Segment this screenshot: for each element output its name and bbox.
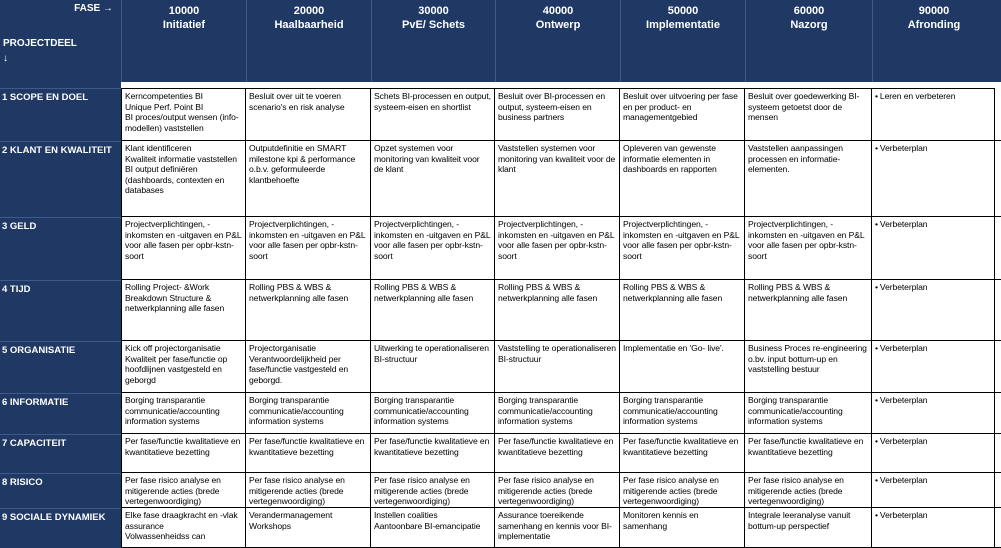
- phase-name: Nazorg: [790, 19, 828, 31]
- table-cell: Rolling Project- &Work Breakdown Structure & netwerkplanning alle fasen: [121, 280, 246, 341]
- phase-code: 90000: [918, 5, 950, 17]
- table-cell: Assurance toereikende samenhang en kennis voor BI-implementatie: [495, 508, 620, 548]
- phase-name: PvE/ Schets: [402, 19, 465, 31]
- phase-name: Haalbaarheid: [274, 19, 344, 31]
- table-cell: Besluit over BI-processen en output, systeem-eisen en business partners: [495, 88, 620, 141]
- table-cell: Implementatie en 'Go- live'.: [620, 341, 745, 393]
- row-label: 7 CAPACITEIT: [0, 434, 121, 473]
- table-cell: Per fase/functie kwalitatieve en kwantitatieve bezetting: [371, 434, 495, 473]
- table-cell-afronding: [872, 341, 995, 393]
- phase-header-3: [371, 0, 495, 82]
- table-cell: Elke fase draagkracht en -vlak assurance Volwassenheidss can: [121, 508, 246, 548]
- table-cell: Rolling PBS & WBS & netwerkplanning alle fasen: [620, 280, 745, 341]
- phase-code: 30000: [418, 5, 449, 17]
- table-cell: Per fase risico analyse en mitigerende acties (brede vertegenwoordiging): [371, 473, 495, 508]
- table-cell: Uitwerking te operationaliseren BI-structuur: [371, 341, 495, 393]
- table-cell: Projectverplichtingen, -inkomsten en -uitgaven en P&L voor alle fasen per opbr-kstn-soort: [246, 217, 371, 280]
- row-tail: [995, 434, 1001, 473]
- table-cell: Per fase risico analyse en mitigerende acties (brede vertegenwoordiging): [745, 473, 872, 508]
- table-cell: Verandermanagement Workshops: [246, 508, 371, 548]
- table-cell: Rolling PBS & WBS & netwerkplanning alle fasen: [745, 280, 872, 341]
- table-cell: Per fase risico analyse en mitigerende acties (brede vertegenwoordiging): [495, 473, 620, 508]
- bullet-text: • Verbeterplan: [875, 436, 927, 446]
- table-cell: Per fase risico analyse en mitigerende acties (brede vertegenwoordiging): [121, 473, 246, 508]
- table-cell: Kerncompetenties BI Unique Perf. Point BI BI proces/output wensen (info-modellen) vaststellen: [121, 88, 246, 141]
- table-cell: Outputdefinitie en SMART milestone kpi & performance o.b.v. geformuleerde klantbehoefte: [246, 141, 371, 217]
- table-cell: Kick off projectorganisatie Kwaliteit per fase/functie op hoofdlijnen vastgesteld en geborgd: [121, 341, 246, 393]
- row-tail: [995, 280, 1001, 341]
- table-cell: Borging transparantie communicatie/accounting information systems: [745, 393, 872, 434]
- table-cell-afronding: [872, 473, 995, 508]
- table-cell: Projectverplichtingen, -inkomsten en -uitgaven en P&L voor alle fasen per opbr-kstn-soort: [745, 217, 872, 280]
- table-cell: Monitoren kennis en samenhang: [620, 508, 745, 548]
- bullet-text: • Leren en verbeteren: [875, 91, 955, 101]
- table-cell: Rolling PBS & WBS & netwerkplanning alle fasen: [246, 280, 371, 341]
- projectdeel-label: [3, 36, 77, 66]
- row-label: 1 SCOPE EN DOEL: [0, 88, 121, 141]
- phase-name: Ontwerp: [535, 19, 581, 31]
- table-cell: Integrale leeranalyse vanuit bottum-up perspectief: [745, 508, 872, 548]
- phase-header-1: [121, 0, 246, 82]
- table-cell: Besluit over goedewerking BI-systeem getoetst door de mensen: [745, 88, 872, 141]
- table-cell: Opzet systemen voor monitoring van kwaliteit voor de klant: [371, 141, 495, 217]
- table-cell: Schets BI-processen en output, systeem-eisen en shortlist: [371, 88, 495, 141]
- table-cell: Projectorganisatie Verantwoordelijkheid per fase/functie vastgesteld en geborgd.: [246, 341, 371, 393]
- table-cell: Vaststelling te operationaliseren BI-structuur: [495, 341, 620, 393]
- phase-header-5: [620, 0, 745, 82]
- row-label: 4 TIJD: [0, 280, 121, 341]
- phase-code: 40000: [542, 5, 574, 17]
- bullet-text: • Verbeterplan: [875, 343, 927, 353]
- header-tail: [995, 0, 1001, 82]
- table-cell: Borging transparantie communicatie/accounting information systems: [246, 393, 371, 434]
- table-cell: Per fase/functie kwalitatieve en kwantitatieve bezetting: [246, 434, 371, 473]
- phase-code: 50000: [667, 5, 699, 17]
- table-cell: Per fase/functie kwalitatieve en kwantitatieve bezetting: [495, 434, 620, 473]
- bullet-text: • Verbeterplan: [875, 219, 927, 229]
- table-cell-afronding: [872, 393, 995, 434]
- phase-code: 60000: [793, 5, 825, 17]
- table-cell: Besluit over uit te voeren scenario's en risk analyse: [246, 88, 371, 141]
- table-cell: Projectverplichtingen, -inkomsten en -uitgaven en P&L voor alle fasen per opbr-kstn-soort: [495, 217, 620, 280]
- table-cell: Per fase/functie kwalitatieve en kwantitatieve bezetting: [620, 434, 745, 473]
- table-cell: Borging transparantie communicatie/accounting information systems: [371, 393, 495, 434]
- phase-code: 20000: [293, 5, 325, 17]
- row-label: 9 SOCIALE DYNAMIEK: [0, 508, 121, 548]
- table-cell: Per fase risico analyse en mitigerende acties (brede vertegenwoordiging): [620, 473, 745, 508]
- table-cell: Borging transparantie communicatie/accounting information systems: [495, 393, 620, 434]
- row-label: 8 RISICO: [0, 473, 121, 508]
- table-cell-afronding: [872, 508, 995, 548]
- row-label: 3 GELD: [0, 217, 121, 280]
- bullet-text: • Verbeterplan: [875, 395, 927, 405]
- table-cell: Besluit over uitvoering per fase en per product- en managementgebied: [620, 88, 745, 141]
- row-tail: [995, 473, 1001, 508]
- table-cell: Borging transparantie communicatie/accounting information systems: [620, 393, 745, 434]
- table-cell: Klant identificeren Kwaliteit informatie vaststellen BI output definiëren (dashboards, contexten en databases: [121, 141, 246, 217]
- projectdeel-text: PROJECTDEEL: [3, 38, 77, 49]
- row-tail: [995, 393, 1001, 434]
- row-tail: [995, 217, 1001, 280]
- down-arrow-icon: ↓: [3, 53, 8, 64]
- bullet-text: • Verbeterplan: [875, 475, 927, 485]
- phase-name: Initiatief: [162, 19, 206, 31]
- table-cell: Projectverplichtingen, -inkomsten en -uitgaven en P&L voor alle fasen per opbr-kstn-soort: [371, 217, 495, 280]
- table-cell-afronding: [872, 141, 995, 217]
- bullet-text: • Verbeterplan: [875, 282, 927, 292]
- row-label: 2 KLANT EN KWALITEIT: [0, 141, 121, 217]
- table-cell: Rolling PBS & WBS & netwerkplanning alle fasen: [371, 280, 495, 341]
- table-cell: Per fase/functie kwalitatieve en kwantitatieve bezetting: [745, 434, 872, 473]
- fase-label: FASE →: [74, 3, 113, 14]
- phase-code: 10000: [168, 5, 200, 17]
- phase-name: Afronding: [907, 19, 961, 31]
- table-cell: Projectverplichtingen, -inkomsten en -uitgaven en P&L voor alle fasen per opbr-kstn-soort: [121, 217, 246, 280]
- phase-header-4: [495, 0, 620, 82]
- row-tail: [995, 141, 1001, 217]
- table-cell-afronding: [872, 434, 995, 473]
- phase-header-6: [745, 0, 872, 82]
- phase-header-7: [872, 0, 995, 82]
- header-corner: [0, 0, 121, 82]
- row-label: 5 ORGANISATIE: [0, 341, 121, 393]
- table-cell: Vaststellen systemen voor monitoring van kwaliteit voor de klant: [495, 141, 620, 217]
- phase-header-2: [246, 0, 371, 82]
- bullet-text: • Verbeterplan: [875, 510, 927, 520]
- table-cell: Per fase risico analyse en mitigerende acties (brede vertegenwoordiging): [246, 473, 371, 508]
- table-cell: Per fase/functie kwalitatieve en kwantitatieve bezetting: [121, 434, 246, 473]
- row-label: 6 INFORMATIE: [0, 393, 121, 434]
- phase-name: Implementatie: [646, 19, 720, 31]
- row-tail: [995, 341, 1001, 393]
- table-cell-afronding: [872, 217, 995, 280]
- bullet-text: • Verbeterplan: [875, 143, 927, 153]
- table-cell: Instellen coalities Aantoonbare BI-emancipatie: [371, 508, 495, 548]
- table-cell: Projectverplichtingen, -inkomsten en -uitgaven en P&L voor alle fasen per opbr-kstn-soort: [620, 217, 745, 280]
- table-cell: Business Proces re-engineering o.bv. input bottum-up en vaststelling bestuur: [745, 341, 872, 393]
- table-cell: Rolling PBS & WBS & netwerkplanning alle fasen: [495, 280, 620, 341]
- table-cell: Opleveren van gewenste informatie elementen in dashboards en rapporten: [620, 141, 745, 217]
- table-cell-afronding: [872, 280, 995, 341]
- table-cell: Vaststellen aanpassingen processen en informatie-elementen.: [745, 141, 872, 217]
- table-cell: Borging transparantie communicatie/accounting information systems: [121, 393, 246, 434]
- row-tail: [995, 88, 1001, 141]
- row-tail: [995, 508, 1001, 548]
- table-cell-afronding: [872, 88, 995, 141]
